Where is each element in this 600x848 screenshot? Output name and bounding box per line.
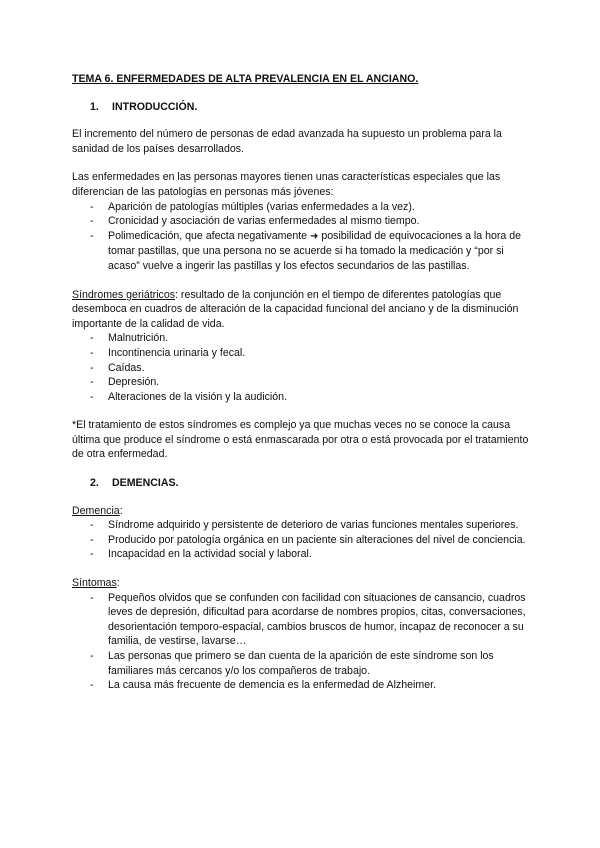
demencia-list — [72, 518, 532, 562]
sindromes-list — [72, 331, 532, 404]
sindromes-term: Síndromes geriátricos — [72, 288, 176, 301]
demencia-colon: : — [119, 504, 123, 517]
section-heading-introduccion — [90, 100, 532, 115]
sintomas-term: Síntomas — [72, 577, 117, 590]
polimedicacion-text: Polimedicación, que afecta negativamente — [108, 229, 308, 242]
section-heading-demencias — [90, 476, 532, 491]
list-item: - Incapacidad en la actividad social y laboral. — [72, 547, 532, 562]
list-item: - Cronicidad y asociación de varias enfermedades al mismo tiempo. — [72, 214, 532, 229]
list-item: - Alteraciones de la visión y la audición. — [72, 390, 532, 405]
intro-paragraph: El incremento del número de personas de edad avanzada ha supuesto un problema para la sanidad de los países desarrollados. — [72, 128, 502, 155]
section-number: 1. — [90, 100, 99, 113]
list-item: - Pequeños olvidos que se confunden con facilidad con situaciones de cansancio, cuadros leves de depresión, dificultad para acordarse de nombres propios, citas, conversaciones, desorientación temporo-espacial, cambios bruscos de humor, incapaz de reconocer a su familia, de vestirse, lavarse… — [72, 591, 532, 649]
list-item: - Depresión. — [72, 375, 532, 390]
sintomas-list — [72, 591, 532, 693]
list-item: - Caídas. — [72, 361, 532, 376]
list-item: - Malnutrición. — [72, 331, 532, 346]
section-number: 2. — [90, 477, 99, 490]
sintomas-label — [72, 576, 532, 591]
document-title: TEMA 6. ENFERMEDADES DE ALTA PREVALENCIA EN EL ANCIANO. — [72, 73, 419, 85]
arrow-right-icon: ➜ — [310, 230, 319, 242]
document-page — [72, 72, 532, 707]
sindromes-paragraph — [72, 288, 532, 332]
list-item: - Producido por patología orgánica en un paciente sin alteraciones del nivel de conciencia. — [72, 533, 532, 548]
demencia-term: Demencia — [72, 504, 120, 517]
list-item: - Las personas que primero se dan cuenta de la aparición de este síndrome son los familiares más cercanos y/o los compañeros de trabajo. — [72, 649, 532, 678]
characteristics-list — [72, 200, 532, 274]
list-item — [72, 229, 532, 274]
section-title: INTRODUCCIÓN. — [112, 100, 198, 113]
list-item: - La causa más frecuente de demencia es la enfermedad de Alzheimer. — [72, 678, 532, 693]
sintomas-colon: : — [116, 577, 120, 590]
characteristics-paragraph: Las enfermedades en las personas mayores tienen unas características especiales que las diferencian de las patologías en personas más jóvenes: — [72, 171, 501, 198]
treatment-note: *El tratamiento de estos síndromes es complejo ya que muchas veces no se conoce la causa última que produce el síndrome o está enmascarada por otra o está provocada por el tratamiento de otra enfermedad. — [72, 419, 529, 461]
section-title: DEMENCIAS. — [112, 477, 179, 490]
sindromes-definition: : resultado de la conjunción en el tiempo de diferentes patologías que desemboca en cuadros de alteración de la capacidad funcional del anciano y de la disminución importante de la calidad de vida. — [72, 288, 519, 330]
list-item: - Incontinencia urinaria y fecal. — [72, 346, 532, 361]
list-item: - Síndrome adquirido y persistente de deterioro de varias funciones mentales superiores. — [72, 518, 532, 533]
demencia-label — [72, 504, 532, 519]
list-item: - Aparición de patologías múltiples (varias enfermedades a la vez). — [72, 200, 532, 215]
polimedicacion-consequence: posibilidad de equivocaciones a la hora de tomar pastillas, que una persona no se acuerde si ha tomado la medicación y “por si acaso” vuelve a ingerir las pastillas y los efectos secundarios de las pastillas. — [108, 229, 522, 272]
